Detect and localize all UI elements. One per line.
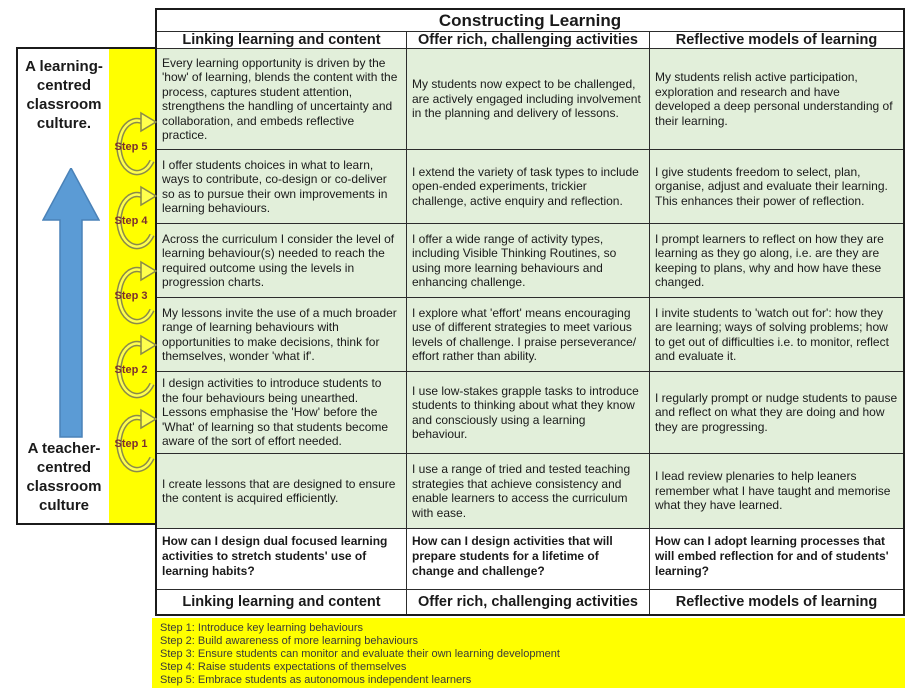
question-cell: How can I adopt learning processes that will embed reflection for and of students' learning? xyxy=(650,529,903,590)
main-table xyxy=(155,8,905,616)
table-cell: My students now expect to be challenged, are actively engaged including involvement in the planning and delivery of lessons. xyxy=(407,49,650,150)
table-cell: I create lessons that are designed to ensure the content is acquired efficiently. xyxy=(157,454,407,529)
step-3-marker xyxy=(108,260,158,334)
table-cell: I prompt learners to reflect on how they are learning as they go along, i.e. are they are keeping to plans, why and how have these changed. xyxy=(650,224,903,298)
footer-header-3: Reflective models of learning xyxy=(650,590,903,614)
footer-header-2: Offer rich, challenging activities xyxy=(407,590,650,614)
table-cell: I give students freedom to select, plan, organise, adjust and evaluate their learning. This enhances their power of reflection. xyxy=(650,150,903,224)
table-cell: I explore what 'effort' means encouraging use of different strategies to meet various levels of challenge. I praise perseverance/ effort rather than ability. xyxy=(407,298,650,372)
legend-line: Step 4: Raise students expectations of themselves xyxy=(160,661,407,673)
step-5-marker xyxy=(108,111,158,185)
step-1-marker xyxy=(108,408,158,482)
table-cell: I lead review plenaries to help leaners remember what I have taught and memorise what they have learned. xyxy=(650,454,903,529)
table-title: Constructing Learning xyxy=(157,10,903,32)
table-cell: I offer a wide range of activity types, including Visible Thinking Routines, so using more learning behaviours and enhancing challenge. xyxy=(407,224,650,298)
step-label: Step 3 xyxy=(114,290,148,302)
table-cell: My students relish active participation, exploration and research and have developed a deep personal understanding of their learning. xyxy=(650,49,903,150)
table-cell: I regularly prompt or nudge students to pause and reflect on what they are doing and how they are progressing. xyxy=(650,372,903,454)
table-cell: I invite students to 'watch out for': how they are learning; ways of solving problems; how to get out of difficulties i.e. to monitor, reflect and evaluate it. xyxy=(650,298,903,372)
column-header-3: Reflective models of learning xyxy=(650,32,903,49)
table-cell: My lessons invite the use of a much broader range of learning behaviours with opportunities to make decisions, think for themselves, wonder 'what if'. xyxy=(157,298,407,372)
legend-line: Step 2: Build awareness of more learning behaviours xyxy=(160,635,419,647)
table-cell: I use a range of tried and tested teaching strategies that achieve consistency and enable learners to access the curriculum with ease. xyxy=(407,454,650,529)
step-label: Step 4 xyxy=(114,215,148,227)
step-2-marker xyxy=(108,334,158,408)
table-cell: Every learning opportunity is driven by the 'how' of learning, blends the content with the process, captures student attention, strengthens the handling of uncertainty and collaboration, and embeds reflective practice. xyxy=(157,49,407,150)
table-cell: Across the curriculum I consider the level of learning behaviour(s) needed to reach the required outcome using the levels in progression charts. xyxy=(157,224,407,298)
table-cell: I extend the variety of task types to include open-ended experiments, trickier challenge, active enquiry and reflection. xyxy=(407,150,650,224)
teacher-centred-label: A teacher-centred classroom culture xyxy=(26,440,102,514)
question-cell: How can I design dual focused learning activities to stretch students' use of learning habits? xyxy=(157,529,407,590)
question-cell: How can I design activities that will prepare students for a lifetime of change and challenge? xyxy=(407,529,650,590)
legend-line: Step 3: Ensure students can monitor and evaluate their own learning development xyxy=(160,648,560,660)
step-label: Step 1 xyxy=(114,438,148,450)
table-cell: I offer students choices in what to learn, ways to contribute, co-design or co-deliver so as to pursue their own improvements in learning behaviours. xyxy=(157,150,407,224)
column-header-1: Linking learning and content xyxy=(157,32,407,49)
up-arrow-icon xyxy=(42,168,100,438)
steps-legend xyxy=(152,618,905,688)
table-cell: I use low-stakes grapple tasks to introduce students to thinking about what they know and consciously using a learning behaviour. xyxy=(407,372,650,454)
footer-header-1: Linking learning and content xyxy=(157,590,407,614)
learning-centred-label: A learning-centred classroom culture. xyxy=(25,58,103,132)
table-cell: I design activities to introduce students to the four behaviours being unearthed. Lessons emphasise the 'How' before the 'What' of learning so that students become aware of the sort of effort needed. xyxy=(157,372,407,454)
legend-line: Step 1: Introduce key learning behaviours xyxy=(160,622,364,634)
step-label: Step 2 xyxy=(114,364,148,376)
step-4-marker xyxy=(108,185,158,259)
legend-line: Step 5: Embrace students as autonomous independent learners xyxy=(160,674,472,686)
column-header-2: Offer rich, challenging activities xyxy=(407,32,650,49)
step-label: Step 5 xyxy=(114,141,148,153)
